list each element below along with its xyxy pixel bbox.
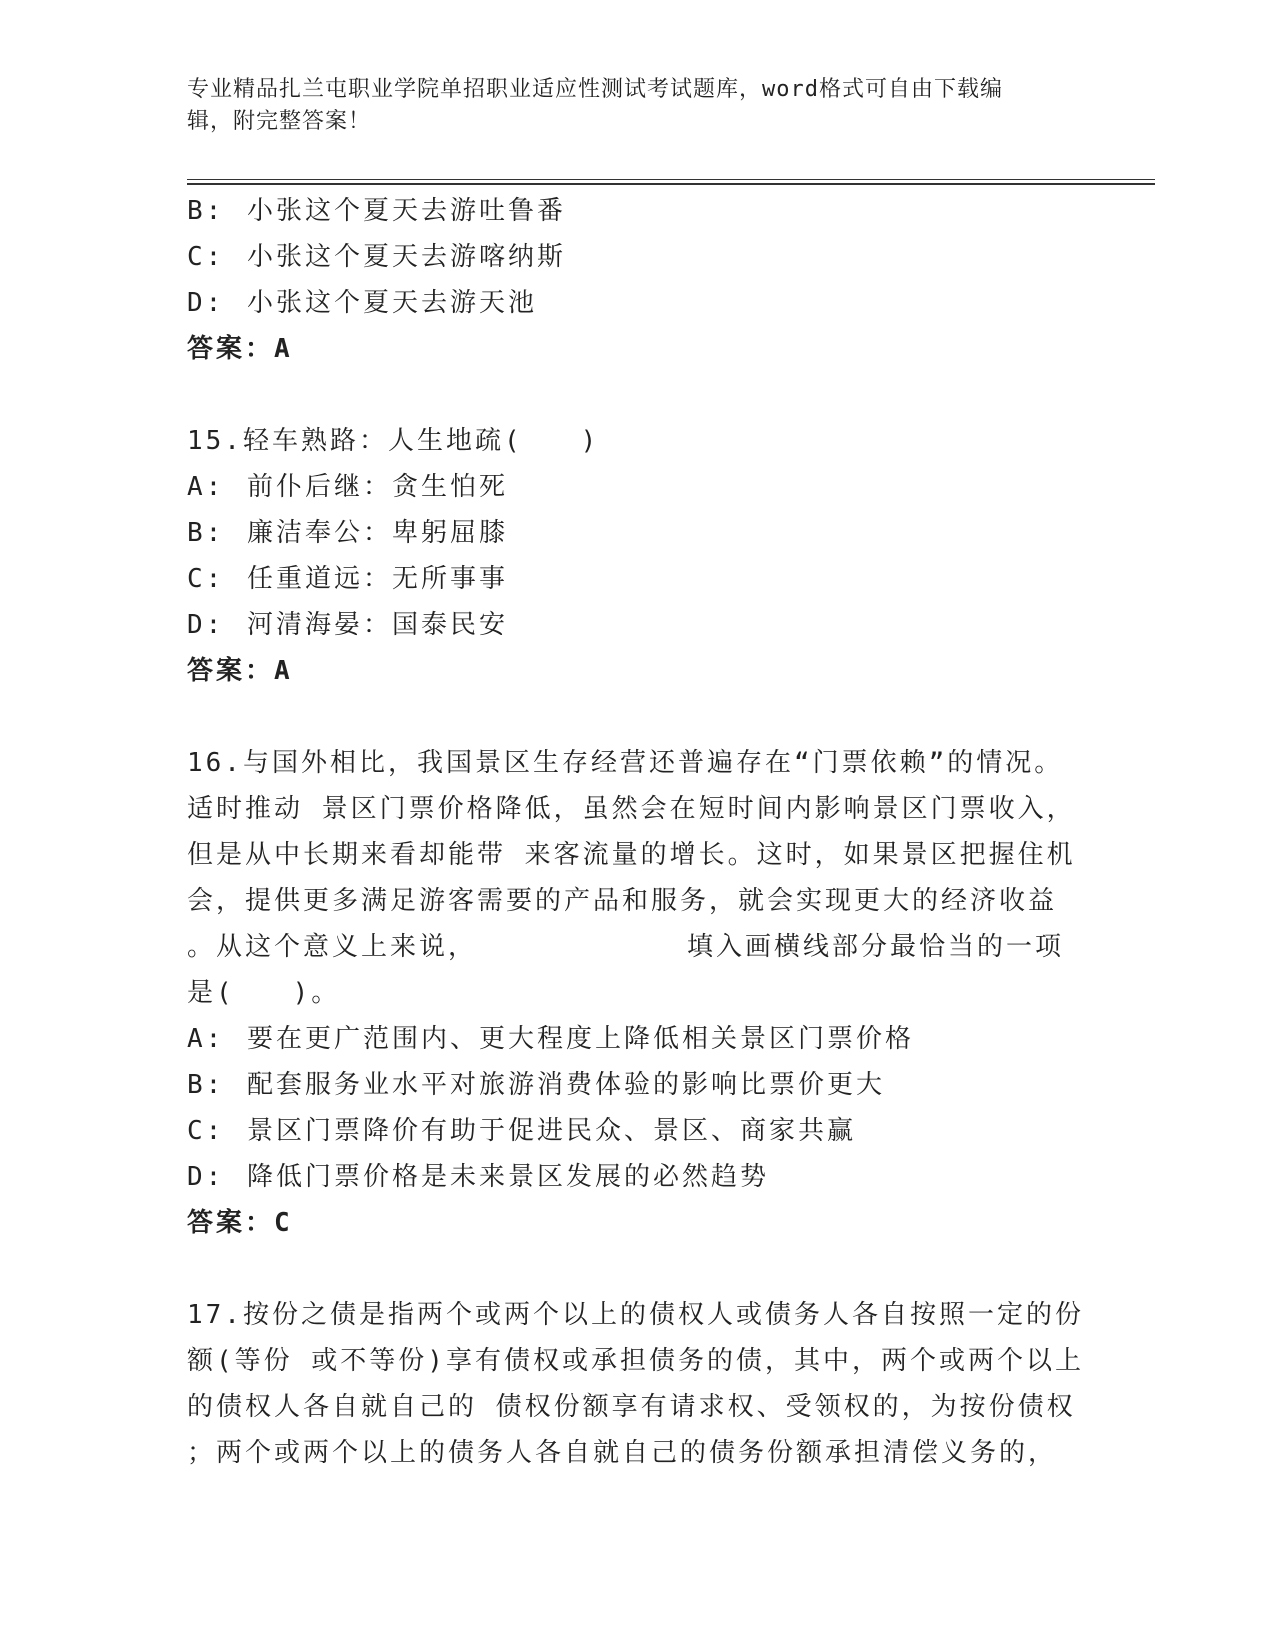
option-c: C: 任重道远：无所事事 bbox=[187, 564, 509, 594]
header-line-1: 专业精品扎兰屯职业学院单招职业适应性测试考试题库，word格式可自由下载编 bbox=[187, 77, 1003, 102]
spacer bbox=[187, 1246, 1077, 1292]
question-17 bbox=[187, 1292, 1084, 1476]
question-stem-line: 。从这个意义上来说， 填入画横线部分最恰当的一项 bbox=[187, 932, 1065, 962]
answer: 答案：A bbox=[187, 656, 293, 686]
option-b: B: 配套服务业水平对旅游消费体验的影响比票价更大 bbox=[187, 1070, 886, 1100]
spacer bbox=[187, 372, 1077, 418]
question-14 bbox=[187, 188, 1077, 372]
question-stem-line: 会，提供更多满足游客需要的产品和服务，就会实现更大的经济收益 bbox=[187, 886, 1058, 916]
header-rule-thick bbox=[187, 183, 1155, 185]
option-d: D: 小张这个夏天去游天池 bbox=[187, 288, 538, 318]
option-a: A: 前仆后继：贪生怕死 bbox=[187, 472, 509, 502]
option-d: D: 河清海晏：国泰民安 bbox=[187, 610, 509, 640]
question-16 bbox=[187, 740, 1077, 1246]
question-stem-line: 但是从中长期来看却能带 来客流量的增长。这时，如果景区把握住机 bbox=[187, 840, 1076, 870]
question-stem-line: 适时推动 景区门票价格降低，虽然会在短时间内影响景区门票收入， bbox=[187, 794, 1076, 824]
question-stem-line: 是( )。 bbox=[187, 978, 341, 1008]
question-stem-line: 17.按份之债是指两个或两个以上的债权人或债务人各自按照一定的份 bbox=[187, 1300, 1084, 1330]
option-c: C: 景区门票降价有助于促进民众、景区、商家共赢 bbox=[187, 1116, 857, 1146]
question-stem-line: ；两个或两个以上的债务人各自就自己的债务份额承担清偿义务的， bbox=[187, 1438, 1058, 1468]
header-line-2: 辑，附完整答案！ bbox=[187, 109, 372, 134]
question-15 bbox=[187, 418, 1077, 694]
option-d: D: 降低门票价格是未来景区发展的必然趋势 bbox=[187, 1162, 770, 1192]
document-body bbox=[187, 188, 1084, 1476]
header-rule-thin bbox=[187, 179, 1155, 180]
option-b: B: 廉洁奉公：卑躬屈膝 bbox=[187, 518, 509, 548]
option-a: A: 要在更广范围内、更大程度上降低相关景区门票价格 bbox=[187, 1024, 915, 1054]
answer: 答案：C bbox=[187, 1208, 293, 1238]
option-b: B: 小张这个夏天去游吐鲁番 bbox=[187, 196, 567, 226]
question-stem-line: 16.与国外相比，我国景区生存经营还普遍存在“门票依赖”的情况。 bbox=[187, 748, 1064, 778]
question-stem-line: 额(等份 或不等份)享有债权或承担债务的债，其中，两个或两个以上 bbox=[187, 1346, 1084, 1376]
question-stem: 15.轻车熟路：人生地疏( ) bbox=[187, 426, 600, 456]
option-c: C: 小张这个夏天去游喀纳斯 bbox=[187, 242, 567, 272]
spacer bbox=[187, 694, 1077, 740]
question-stem-line: 的债权人各自就自己的 债权份额享有请求权、受领权的，为按份债权 bbox=[187, 1392, 1076, 1422]
document-header bbox=[187, 74, 1067, 138]
answer: 答案：A bbox=[187, 334, 293, 364]
